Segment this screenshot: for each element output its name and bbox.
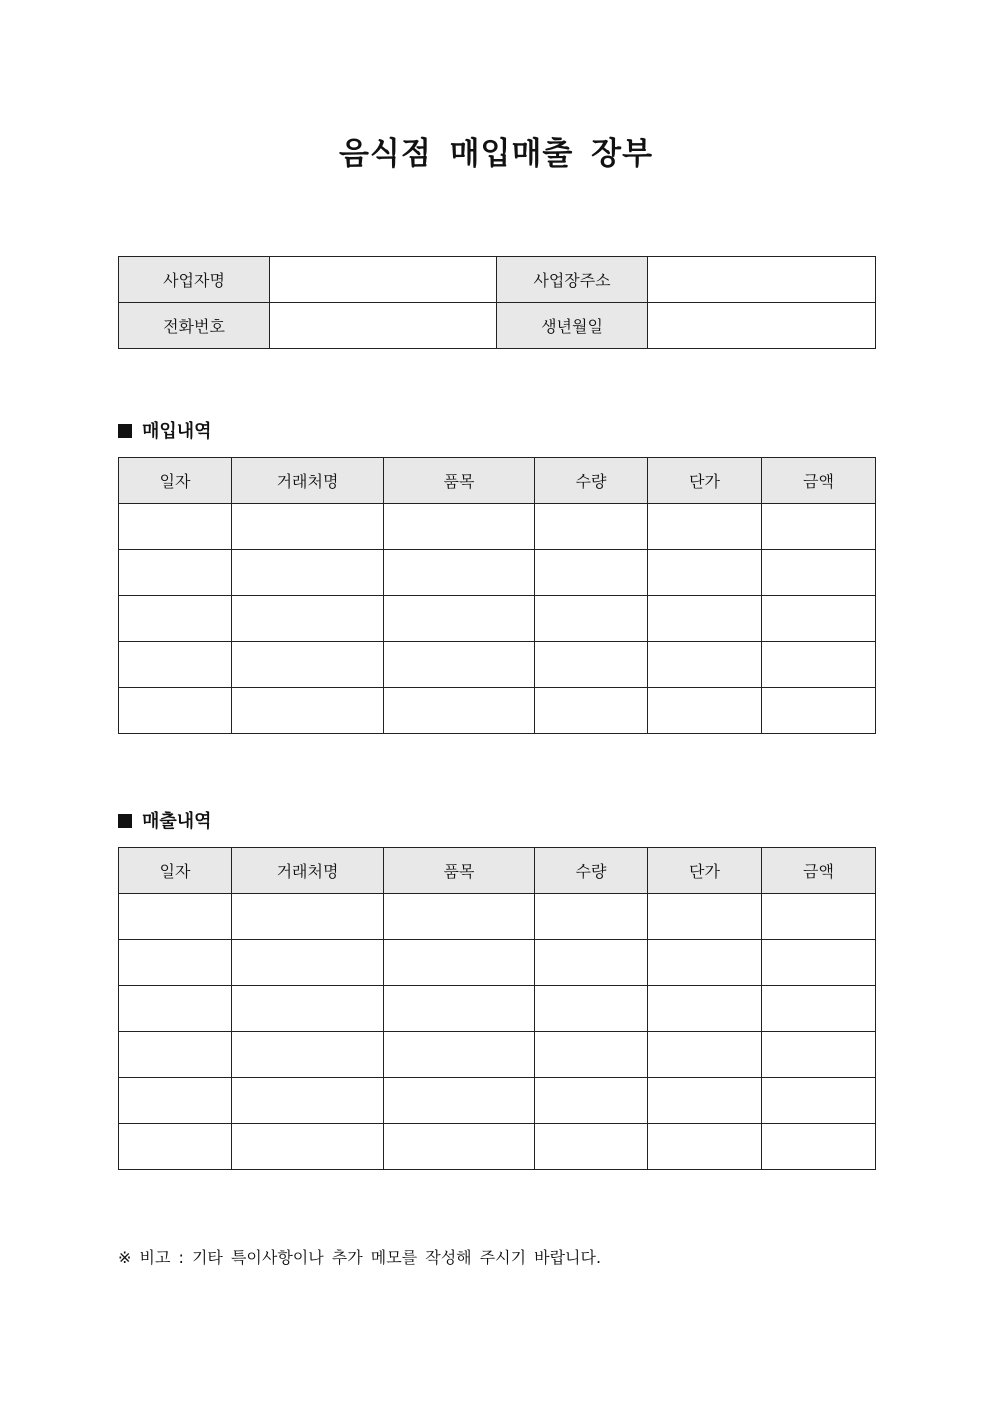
column-header-amount: 금액 <box>762 848 876 894</box>
table-cell[interactable] <box>762 986 876 1032</box>
column-header-date: 일자 <box>119 848 232 894</box>
table-cell[interactable] <box>232 1124 384 1170</box>
column-header-vendor: 거래처명 <box>232 458 384 504</box>
info-row <box>119 257 876 303</box>
table-cell[interactable] <box>762 688 876 734</box>
column-header-quantity: 수량 <box>535 458 648 504</box>
table-cell[interactable] <box>119 596 232 642</box>
table-row <box>119 986 876 1032</box>
table-cell[interactable] <box>535 550 648 596</box>
table-cell[interactable] <box>762 1124 876 1170</box>
table-cell[interactable] <box>384 940 535 986</box>
sales-section-heading <box>118 810 212 834</box>
business-name-field[interactable] <box>270 257 497 303</box>
table-row <box>119 940 876 986</box>
table-cell[interactable] <box>232 688 384 734</box>
table-cell[interactable] <box>384 1078 535 1124</box>
table-cell[interactable] <box>648 1032 762 1078</box>
table-cell[interactable] <box>384 1124 535 1170</box>
table-cell[interactable] <box>119 642 232 688</box>
table-cell[interactable] <box>384 504 535 550</box>
table-cell[interactable] <box>762 642 876 688</box>
table-cell[interactable] <box>762 894 876 940</box>
phone-field[interactable] <box>270 303 497 349</box>
table-cell[interactable] <box>232 642 384 688</box>
sales-table <box>118 847 876 1170</box>
square-bullet-icon <box>118 424 132 438</box>
table-cell[interactable] <box>119 1032 232 1078</box>
table-cell[interactable] <box>648 688 762 734</box>
table-cell[interactable] <box>762 504 876 550</box>
table-cell[interactable] <box>119 986 232 1032</box>
table-row <box>119 1078 876 1124</box>
table-row <box>119 894 876 940</box>
table-cell[interactable] <box>119 1124 232 1170</box>
purchase-section-heading <box>118 420 212 444</box>
table-cell[interactable] <box>119 1078 232 1124</box>
table-cell[interactable] <box>762 550 876 596</box>
table-cell[interactable] <box>648 642 762 688</box>
purchase-heading-label: 매입내역 <box>142 421 212 442</box>
table-cell[interactable] <box>535 1032 648 1078</box>
table-cell[interactable] <box>384 688 535 734</box>
table-header-row <box>119 458 876 504</box>
table-cell[interactable] <box>119 504 232 550</box>
table-cell[interactable] <box>535 894 648 940</box>
table-cell[interactable] <box>119 940 232 986</box>
sales-heading-label: 매출내역 <box>142 811 212 832</box>
info-row <box>119 303 876 349</box>
table-cell[interactable] <box>384 894 535 940</box>
table-cell[interactable] <box>648 550 762 596</box>
column-header-item: 품목 <box>384 848 535 894</box>
table-cell[interactable] <box>648 940 762 986</box>
birthdate-field[interactable] <box>648 303 876 349</box>
table-cell[interactable] <box>232 1032 384 1078</box>
phone-label: 전화번호 <box>119 303 270 349</box>
table-cell[interactable] <box>232 1078 384 1124</box>
table-row <box>119 550 876 596</box>
table-cell[interactable] <box>535 1124 648 1170</box>
table-row <box>119 1032 876 1078</box>
column-header-amount: 금액 <box>762 458 876 504</box>
table-cell[interactable] <box>232 894 384 940</box>
column-header-item: 품목 <box>384 458 535 504</box>
table-cell[interactable] <box>232 596 384 642</box>
business-info-table <box>118 256 876 349</box>
column-header-vendor: 거래처명 <box>232 848 384 894</box>
table-cell[interactable] <box>535 642 648 688</box>
table-cell[interactable] <box>232 940 384 986</box>
table-cell[interactable] <box>535 986 648 1032</box>
table-cell[interactable] <box>648 1124 762 1170</box>
page-title: 음식점 매입매출 장부 <box>338 136 654 172</box>
table-cell[interactable] <box>535 1078 648 1124</box>
table-row <box>119 596 876 642</box>
table-cell[interactable] <box>762 596 876 642</box>
table-cell[interactable] <box>384 986 535 1032</box>
table-cell[interactable] <box>384 642 535 688</box>
table-cell[interactable] <box>535 596 648 642</box>
square-bullet-icon <box>118 814 132 828</box>
column-header-unit-price: 단가 <box>648 458 762 504</box>
column-header-unit-price: 단가 <box>648 848 762 894</box>
table-cell[interactable] <box>648 986 762 1032</box>
table-cell[interactable] <box>384 596 535 642</box>
table-cell[interactable] <box>762 940 876 986</box>
column-header-date: 일자 <box>119 458 232 504</box>
table-row <box>119 642 876 688</box>
table-cell[interactable] <box>119 688 232 734</box>
table-cell[interactable] <box>648 504 762 550</box>
table-cell[interactable] <box>648 894 762 940</box>
table-cell[interactable] <box>762 1032 876 1078</box>
table-cell[interactable] <box>384 1032 535 1078</box>
address-label: 사업장주소 <box>497 257 648 303</box>
purchase-table <box>118 457 876 734</box>
table-cell[interactable] <box>648 596 762 642</box>
table-cell[interactable] <box>384 550 535 596</box>
table-cell[interactable] <box>762 1078 876 1124</box>
table-cell[interactable] <box>119 550 232 596</box>
business-name-label: 사업자명 <box>119 257 270 303</box>
table-cell[interactable] <box>535 940 648 986</box>
column-header-quantity: 수량 <box>535 848 648 894</box>
table-row <box>119 688 876 734</box>
table-cell[interactable] <box>232 550 384 596</box>
address-field[interactable] <box>648 257 876 303</box>
table-cell[interactable] <box>535 688 648 734</box>
table-cell[interactable] <box>232 504 384 550</box>
table-cell[interactable] <box>232 986 384 1032</box>
table-header-row <box>119 848 876 894</box>
table-cell[interactable] <box>648 1078 762 1124</box>
birthdate-label: 생년월일 <box>497 303 648 349</box>
table-row <box>119 504 876 550</box>
table-cell[interactable] <box>535 504 648 550</box>
table-row <box>119 1124 876 1170</box>
remarks-note: ※ 비고 : 기타 특이사항이나 추가 메모를 작성해 주시기 바랍니다. <box>118 1248 602 1267</box>
table-cell[interactable] <box>119 894 232 940</box>
